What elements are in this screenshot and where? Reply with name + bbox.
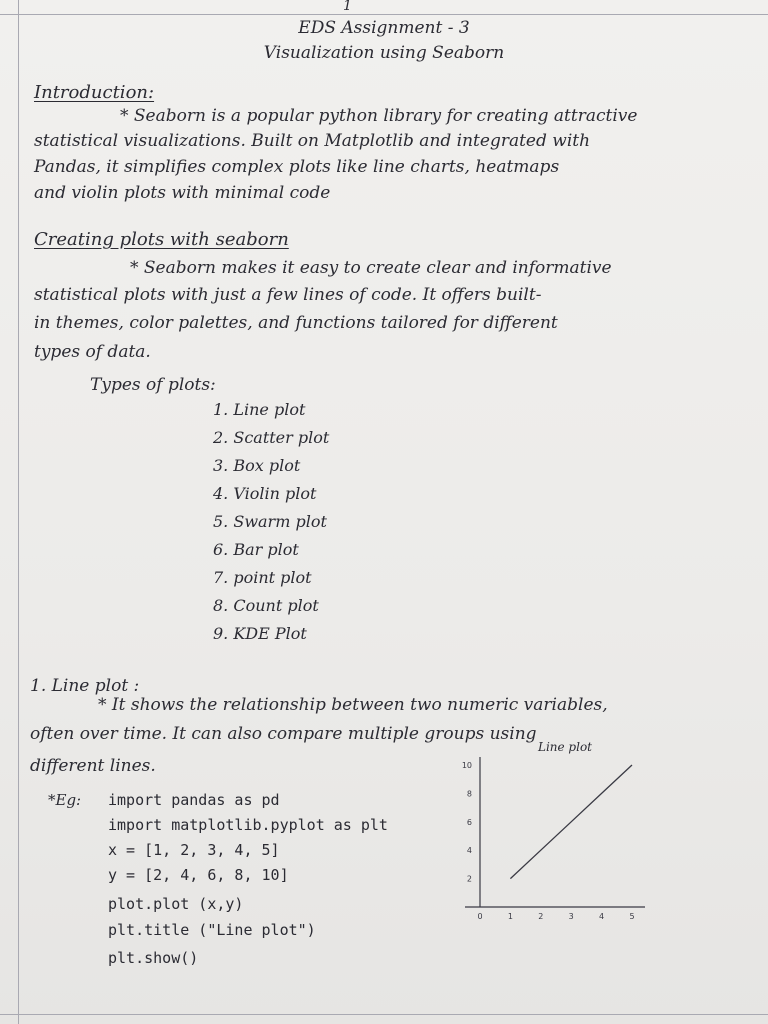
plot-type-item: 3. Box plot [213,456,301,475]
y-tick-label: 8 [466,789,472,799]
code-line: plt.title ("Line plot") [108,921,316,939]
plot-type-item: 8. Count plot [213,596,319,615]
creating-line: * Seaborn makes it easy to create clear and informative [130,258,612,278]
code-line: y = [2, 4, 6, 8, 10] [108,866,289,884]
x-tick-label: 0 [477,912,483,921]
y-tick-label: 6 [466,817,472,827]
plot-type-item: 2. Scatter plot [213,428,330,447]
x-tick-label: 3 [568,912,574,921]
intro-line: Pandas, it simplifies complex plots like line charts, heatmaps [34,157,560,177]
line-plot-heading: 1. Line plot : [30,676,140,696]
creating-line: types of data. [34,342,151,362]
assignment-title: EDS Assignment - 3 [298,18,470,38]
code-line: import matplotlib.pyplot as plt [108,816,388,834]
page-rule-bottom [0,1014,768,1015]
x-tick-label: 1 [507,912,513,921]
line-plot-chart [450,735,650,935]
code-line: plt.show() [108,949,199,967]
page-number: 1 [343,0,352,14]
y-tick-label: 2 [466,874,472,884]
intro-line: * Seaborn is a popular python library for creating attractive [120,106,638,126]
x-tick-label: 2 [538,912,544,921]
creating-plots-heading: Creating plots with seaborn [34,229,289,250]
page-rule-top [0,14,768,15]
line-plot-desc: different lines. [30,756,156,776]
creating-line: statistical plots with just a few lines of code. It offers built- [34,285,542,305]
types-heading: Types of plots: [90,375,216,395]
creating-line: in themes, color palettes, and functions tailored for different [34,313,558,333]
plot-type-item: 5. Swarm plot [213,512,327,531]
y-tick-label: 4 [466,846,472,856]
code-line: import pandas as pd [108,791,280,809]
code-line: x = [1, 2, 3, 4, 5] [108,841,280,859]
plot-type-item: 1. Line plot [213,400,306,419]
code-line: plot.plot (x,y) [108,895,244,913]
intro-heading: Introduction: [34,82,155,103]
line-plot-desc: often over time. It can also compare multiple groups using [30,724,537,744]
x-tick-label: 5 [629,912,635,921]
assignment-subtitle: Visualization using Seaborn [263,43,505,63]
example-label: *Eg: [48,791,82,809]
plot-type-item: 9. KDE Plot [213,624,307,643]
intro-line: and violin plots with minimal code [34,183,331,203]
plot-type-item: 4. Violin plot [213,484,317,503]
plot-type-item: 7. point plot [213,568,312,587]
plot-type-item: 6. Bar plot [213,540,299,559]
page-margin-line [18,0,19,1024]
chart-title: Line plot [537,740,593,754]
y-tick-label: 10 [461,761,472,770]
line-plot-desc: * It shows the relationship between two numeric variables, [98,695,608,715]
x-tick-label: 4 [599,912,605,921]
series-line [510,765,632,879]
intro-line: statistical visualizations. Built on Matplotlib and integrated with [34,131,591,151]
